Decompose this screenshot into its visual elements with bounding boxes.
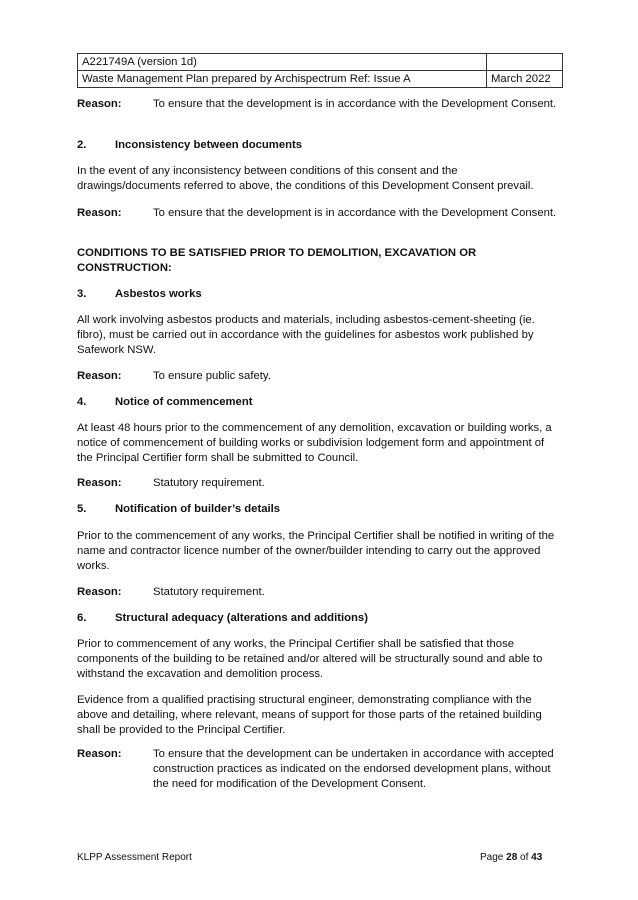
table-row (78, 71, 563, 88)
reason-4 (77, 476, 563, 491)
section-title: Notice of commencement (115, 396, 253, 408)
total-pages: 43 (531, 852, 543, 863)
footer-report-name: KLPP Assessment Report (77, 852, 192, 863)
reason-label: Reason: (77, 748, 122, 760)
reason-text: To ensure that the development is in accordance with the Development Consent. (153, 98, 557, 110)
table-cell-date (487, 54, 563, 71)
section-3-body: All work involving asbestos products and materials, including asbestos-cement-sheeting (ie. fibro), must be carried out in accordance with the guidelines for asbestos work published by Safework NSW. (77, 314, 535, 356)
table-cell-date: March 2022 (487, 71, 563, 88)
reason-label: Reason: (77, 98, 122, 110)
documents-table (77, 53, 563, 88)
footer-page-number (480, 851, 542, 864)
section-number: 5. (77, 503, 87, 515)
reason-5 (77, 585, 563, 600)
reason-2 (77, 206, 563, 221)
reason-text: To ensure public safety. (153, 370, 271, 382)
table-cell-document: A221749A (version 1d) (78, 54, 487, 71)
reason-label: Reason: (77, 477, 122, 489)
section-title: Inconsistency between documents (115, 139, 303, 151)
section-number: 2. (77, 139, 87, 151)
section-number: 4. (77, 396, 87, 408)
section-5-body: Prior to the commencement of any works, the Principal Certifier shall be notified in writing of the name and contractor licence number of the owner/builder intending to carry out the approved works. (77, 530, 555, 572)
section-2-body: In the event of any inconsistency between conditions of this consent and the drawings/documents referred to above, the conditions of this Development Consent prevail. (77, 165, 534, 192)
section-title: Structural adequacy (alterations and additions) (115, 612, 368, 624)
section-title: Notification of builder’s details (115, 503, 281, 515)
conditions-heading: CONDITIONS TO BE SATISFIED PRIOR TO DEMOLITION, EXCAVATION OR CONSTRUCTION: (77, 247, 477, 274)
reason-6 (77, 747, 563, 791)
reason-text: Statutory requirement. (153, 477, 265, 489)
reason-text: To ensure that the development can be undertaken in accordance with accepted construction practices as indicated on the endorsed development plans, without the need for modification of the Development Consent. (153, 748, 554, 790)
current-page: 28 (506, 852, 518, 863)
section-5-heading (77, 502, 563, 517)
reason-label: Reason: (77, 586, 122, 598)
table-row (78, 54, 563, 71)
reason-1 (77, 97, 563, 112)
section-3-heading (77, 287, 563, 302)
section-4-body: At least 48 hours prior to the commencement of any demolition, excavation or building works, a notice of commencement of building works or subdivision lodgement form and appointment of the Principal Certifier form shall be submitted to Council. (77, 422, 552, 464)
reason-label: Reason: (77, 207, 122, 219)
reason-text: Statutory requirement. (153, 586, 265, 598)
reason-label: Reason: (77, 370, 122, 382)
section-title: Asbestos works (115, 288, 202, 300)
reason-3 (77, 369, 563, 384)
section-number: 3. (77, 288, 87, 300)
section-number: 6. (77, 612, 87, 624)
section-4-heading (77, 395, 563, 410)
page-word: Page (480, 852, 504, 863)
section-6-body-1: Prior to commencement of any works, the Principal Certifier shall be satisfied that those components of the building to be retained and/or altered will be structurally sound and able to withstand the excavation and demolition process. (77, 638, 543, 680)
reason-text: To ensure that the development is in accordance with the Development Consent. (153, 207, 557, 219)
section-2-heading (77, 138, 563, 153)
section-6-heading (77, 611, 563, 626)
table-cell-document: Waste Management Plan prepared by Archispectrum Ref: Issue A (78, 71, 487, 88)
section-6-body-2: Evidence from a qualified practising structural engineer, demonstrating compliance with the above and detailing, where relevant, means of support for those parts of the retained building shall be provided to the Principal Certifier. (77, 694, 542, 736)
of-word: of (520, 852, 529, 863)
